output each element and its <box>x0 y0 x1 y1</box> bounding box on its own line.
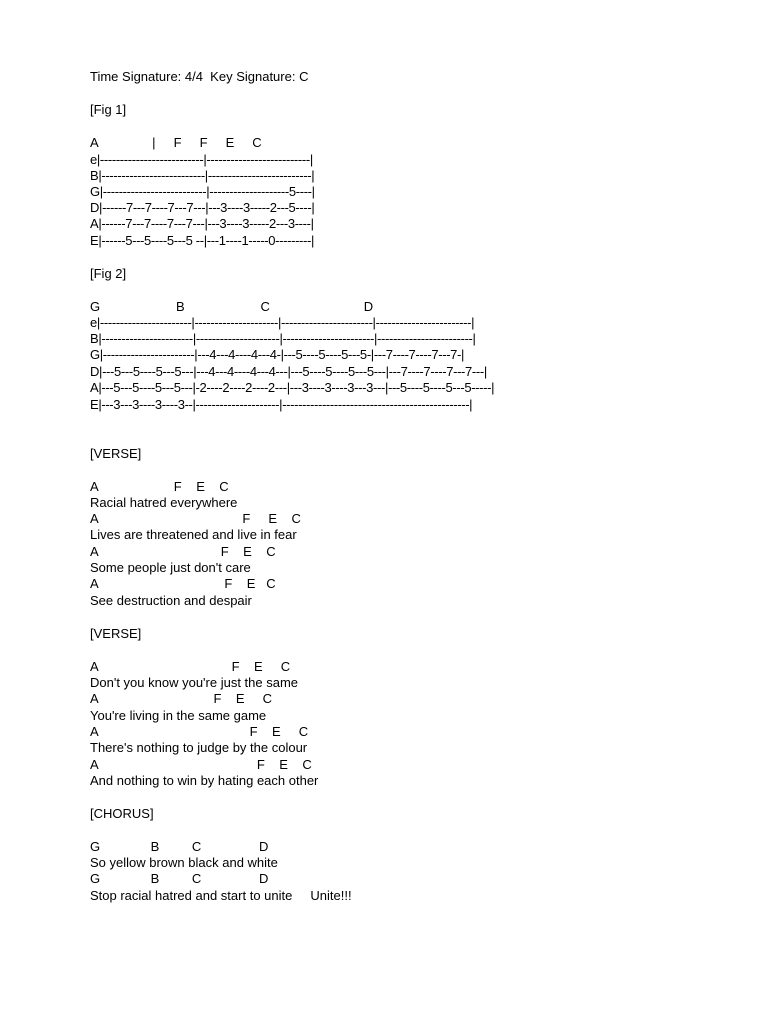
fig2-tab-g: G|-----------------------|---4---4----4---4-|---5----5----5---5-|---7----7----7---7-| <box>90 347 465 362</box>
verse2-lyric-1: Don't you know you're just the same <box>90 675 299 690</box>
verse2-label: [VERSE] <box>90 626 142 641</box>
fig1-label: [Fig 1] <box>90 102 127 117</box>
fig1-tab-a: A|------7---7----7---7---|---3----3-----2---3----| <box>90 216 314 231</box>
verse1-chords-4: A F E C <box>90 576 276 591</box>
verse1-chords-2: A F E C <box>90 511 301 526</box>
chorus-lyric-2: Stop racial hatred and start to unite Unite!!! <box>90 888 352 903</box>
chorus-chords-1: G B C D <box>90 839 269 854</box>
fig2-tab-a: A|---5---5----5---5---|-2----2----2----2---|---3----3----3---3---|---5----5----5---5-----| <box>90 380 495 395</box>
verse1-lyric-1: Racial hatred everywhere <box>90 495 238 510</box>
verse1-chords-3: A F E C <box>90 544 276 559</box>
fig2-chord-line: G B C D <box>90 299 374 314</box>
verse2-chords-1: A F E C <box>90 659 291 674</box>
fig2-label: [Fig 2] <box>90 266 127 281</box>
verse1-label: [VERSE] <box>90 446 142 461</box>
fig1-tab-g: G|--------------------------|--------------------5----| <box>90 184 315 199</box>
chorus-lyric-1: So yellow brown black and white <box>90 855 278 870</box>
fig1-tab-b: B|--------------------------|--------------------------| <box>90 168 315 183</box>
fig1-tab-e: e|--------------------------|--------------------------| <box>90 152 313 167</box>
chorus-label: [CHORUS] <box>90 806 154 821</box>
fig2-tab-e: e|-----------------------|---------------------|-----------------------|------------------------| <box>90 315 475 330</box>
chorus-chords-2: G B C D <box>90 871 269 886</box>
verse1-lyric-4: See destruction and despair <box>90 593 252 608</box>
fig1-tab-low-e: E|------5---5----5---5 --|---1----1-----0---------| <box>90 233 315 248</box>
verse2-chords-4: A F E C <box>90 757 312 772</box>
verse1-chords-1: A F E C <box>90 479 229 494</box>
signature-line: Time Signature: 4/4 Key Signature: C <box>90 69 309 84</box>
fig2-tab-low-e: E|---3---3----3----3--|---------------------|-----------------------------------------------| <box>90 397 473 412</box>
verse2-chords-2: A F E C <box>90 691 273 706</box>
verse2-chords-3: A F E C <box>90 724 309 739</box>
verse2-lyric-4: And nothing to win by hating each other <box>90 773 319 788</box>
verse2-lyric-2: You're living in the same game <box>90 708 267 723</box>
verse2-lyric-3: There's nothing to judge by the colour <box>90 740 308 755</box>
verse1-lyric-3: Some people just don't care <box>90 560 251 575</box>
verse1-lyric-2: Lives are threatened and live in fear <box>90 527 297 542</box>
fig2-tab-d: D|---5---5----5---5---|---4---4----4---4---|---5----5----5---5---|---7----7----7---7---| <box>90 364 487 379</box>
fig1-chord-line: A | F F E C <box>90 135 262 150</box>
fig1-tab-d: D|------7---7----7---7---|---3----3-----2---5----| <box>90 200 315 215</box>
fig2-tab-b: B|-----------------------|---------------------|-----------------------|------------------------| <box>90 331 476 346</box>
